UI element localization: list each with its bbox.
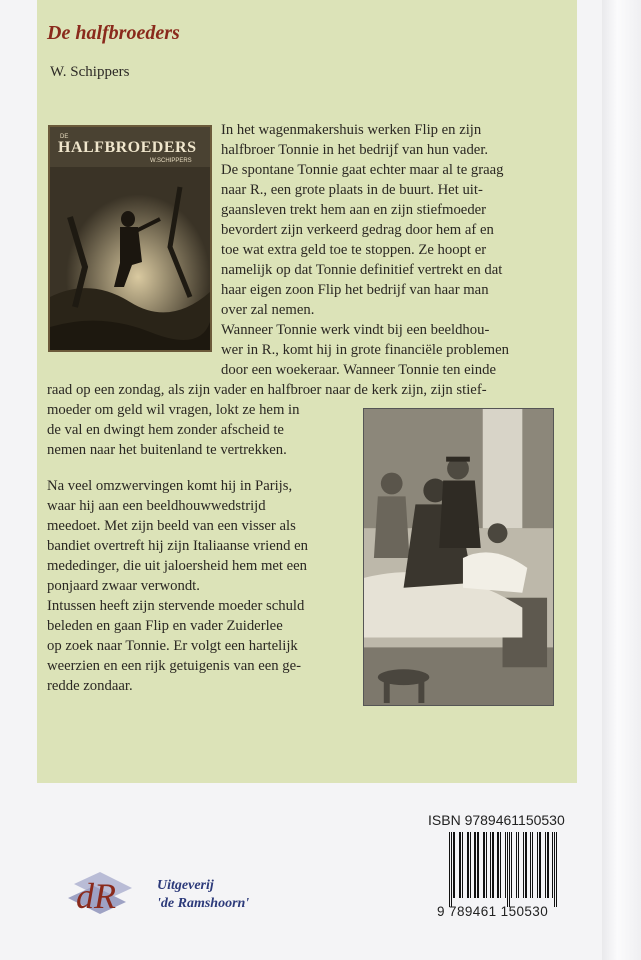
blurb-line: In het wagenmakershuis werken Flip en zijn — [221, 122, 482, 138]
blurb-line: mededinger, die uit jaloersheid hem met een — [47, 558, 308, 574]
cover-author-text: W.SCHIPPERS — [150, 158, 192, 164]
blurb-line: bevordert zijn verkeerd gedrag door hem af en — [221, 222, 494, 238]
barcode-bar — [486, 832, 487, 898]
barcode-bar — [532, 832, 533, 898]
blurb-line: De spontane Tonnie gaat echter maar al te graag — [221, 162, 504, 178]
barcode-bar — [530, 832, 531, 898]
blurb-line: door een woekeraar. Wanneer Tonnie ten einde — [221, 362, 496, 378]
barcode-bar — [467, 832, 469, 898]
barcode-bar — [490, 832, 491, 898]
barcode-bar — [552, 832, 553, 898]
cover-small-text: DE — [60, 134, 69, 140]
blurb-line: op zoek naar Tonnie. Er volgt een hartelijk — [47, 638, 298, 654]
barcode-bar — [505, 832, 506, 898]
blurb-line: moeder om geld wil vragen, lokt ze hem in — [47, 402, 300, 418]
original-cover-image — [48, 125, 212, 352]
barcode-guard-bar — [556, 832, 557, 907]
blurb-line: gaansleven trekt hem aan en zijn stiefmoeder — [221, 202, 487, 218]
barcode-bar — [523, 832, 524, 898]
barcode-bar — [545, 832, 546, 898]
barcode-bar — [497, 832, 499, 898]
publisher-name-line2: 'de Ramshoorn' — [157, 896, 250, 911]
barcode-bar — [516, 832, 517, 898]
blurb-line: naar R., een grote plaats in de buurt. Het uit- — [221, 182, 483, 198]
blurb-line: toe wat extra geld toe te stoppen. Ze hoopt er — [221, 242, 487, 258]
barcode — [447, 832, 569, 907]
barcode-bar — [525, 832, 527, 898]
barcode-digits: 9 789461 150530 — [437, 904, 549, 919]
spine-edge — [602, 0, 641, 960]
blurb-line: over zal nemen. — [221, 302, 315, 318]
blurb-line: de val en dwingt hem zonder afscheid te — [47, 422, 284, 438]
barcode-guard-bar — [554, 832, 555, 907]
barcode-guard-bar — [507, 832, 508, 907]
barcode-bar — [511, 832, 512, 898]
blurb-line: ponjaard zwaar verwondt. — [47, 578, 200, 594]
barcode-bar — [474, 832, 476, 898]
barcode-bar — [539, 832, 541, 898]
barcode-guard-bar — [509, 832, 510, 907]
interior-illustration — [363, 408, 554, 706]
publisher-logo-text: dR — [76, 876, 116, 916]
blurb-line: raad op een zondag, als zijn vader en halfbroer naar de kerk zijn, zijn stief- — [47, 382, 487, 398]
blurb-line: wer in R., komt hij in grote financiële problemen — [221, 342, 509, 358]
barcode-bar — [453, 832, 455, 898]
blurb-line: Intussen heeft zijn stervende moeder schuld — [47, 598, 305, 614]
barcode-guard-bar — [451, 832, 452, 907]
isbn-label: ISBN 9789461150530 — [428, 812, 565, 828]
barcode-bar — [470, 832, 471, 898]
barcode-bar — [459, 832, 461, 898]
blurb-line: redde zondaar. — [47, 678, 133, 694]
cover-title-text: HALFBROEDERS — [58, 139, 197, 156]
publisher-logo — [60, 864, 146, 924]
blurb-line: meedoet. Met zijn beeld van een visser als — [47, 518, 296, 534]
barcode-bar — [500, 832, 501, 898]
barcode-bar — [477, 832, 479, 898]
blurb-line: haar eigen zoon Flip het bedrijf van haar man — [221, 282, 489, 298]
blurb-line: Na veel omzwervingen komt hij in Parijs, — [47, 478, 293, 494]
barcode-bar — [518, 832, 519, 898]
book-author: W. Schippers — [50, 64, 130, 80]
barcode-bar — [492, 832, 494, 898]
barcode-guard-bar — [449, 832, 450, 907]
blurb-line: weerzien en een rijk getuigenis van een ge- — [47, 658, 302, 674]
blurb-line: halfbroer Tonnie in het bedrijf van hun vader. — [221, 142, 489, 158]
publisher-name — [157, 877, 249, 913]
barcode-bar — [547, 832, 549, 898]
blurb-line: nemen naar het buitenland te vertrekken. — [47, 442, 287, 458]
barcode-bar — [537, 832, 538, 898]
blurb-line: waar hij aan een beeldhouwwedstrijd — [47, 498, 266, 514]
barcode-bar — [483, 832, 485, 898]
publisher-name-line1: Uitgeverij — [157, 878, 214, 893]
blurb-line: beleden en gaan Flip en vader Zuiderlee — [47, 618, 283, 634]
blurb-line: bandiet overtreft hij zijn Italiaanse vriend en — [47, 538, 309, 554]
barcode-bar — [462, 832, 463, 898]
blurb-line: namelijk op dat Tonnie definitief vertrekt en dat — [221, 262, 503, 278]
blurb-line: Wanneer Tonnie werk vindt bij een beeldhou- — [221, 322, 490, 338]
book-title: De halfbroeders — [47, 22, 180, 44]
